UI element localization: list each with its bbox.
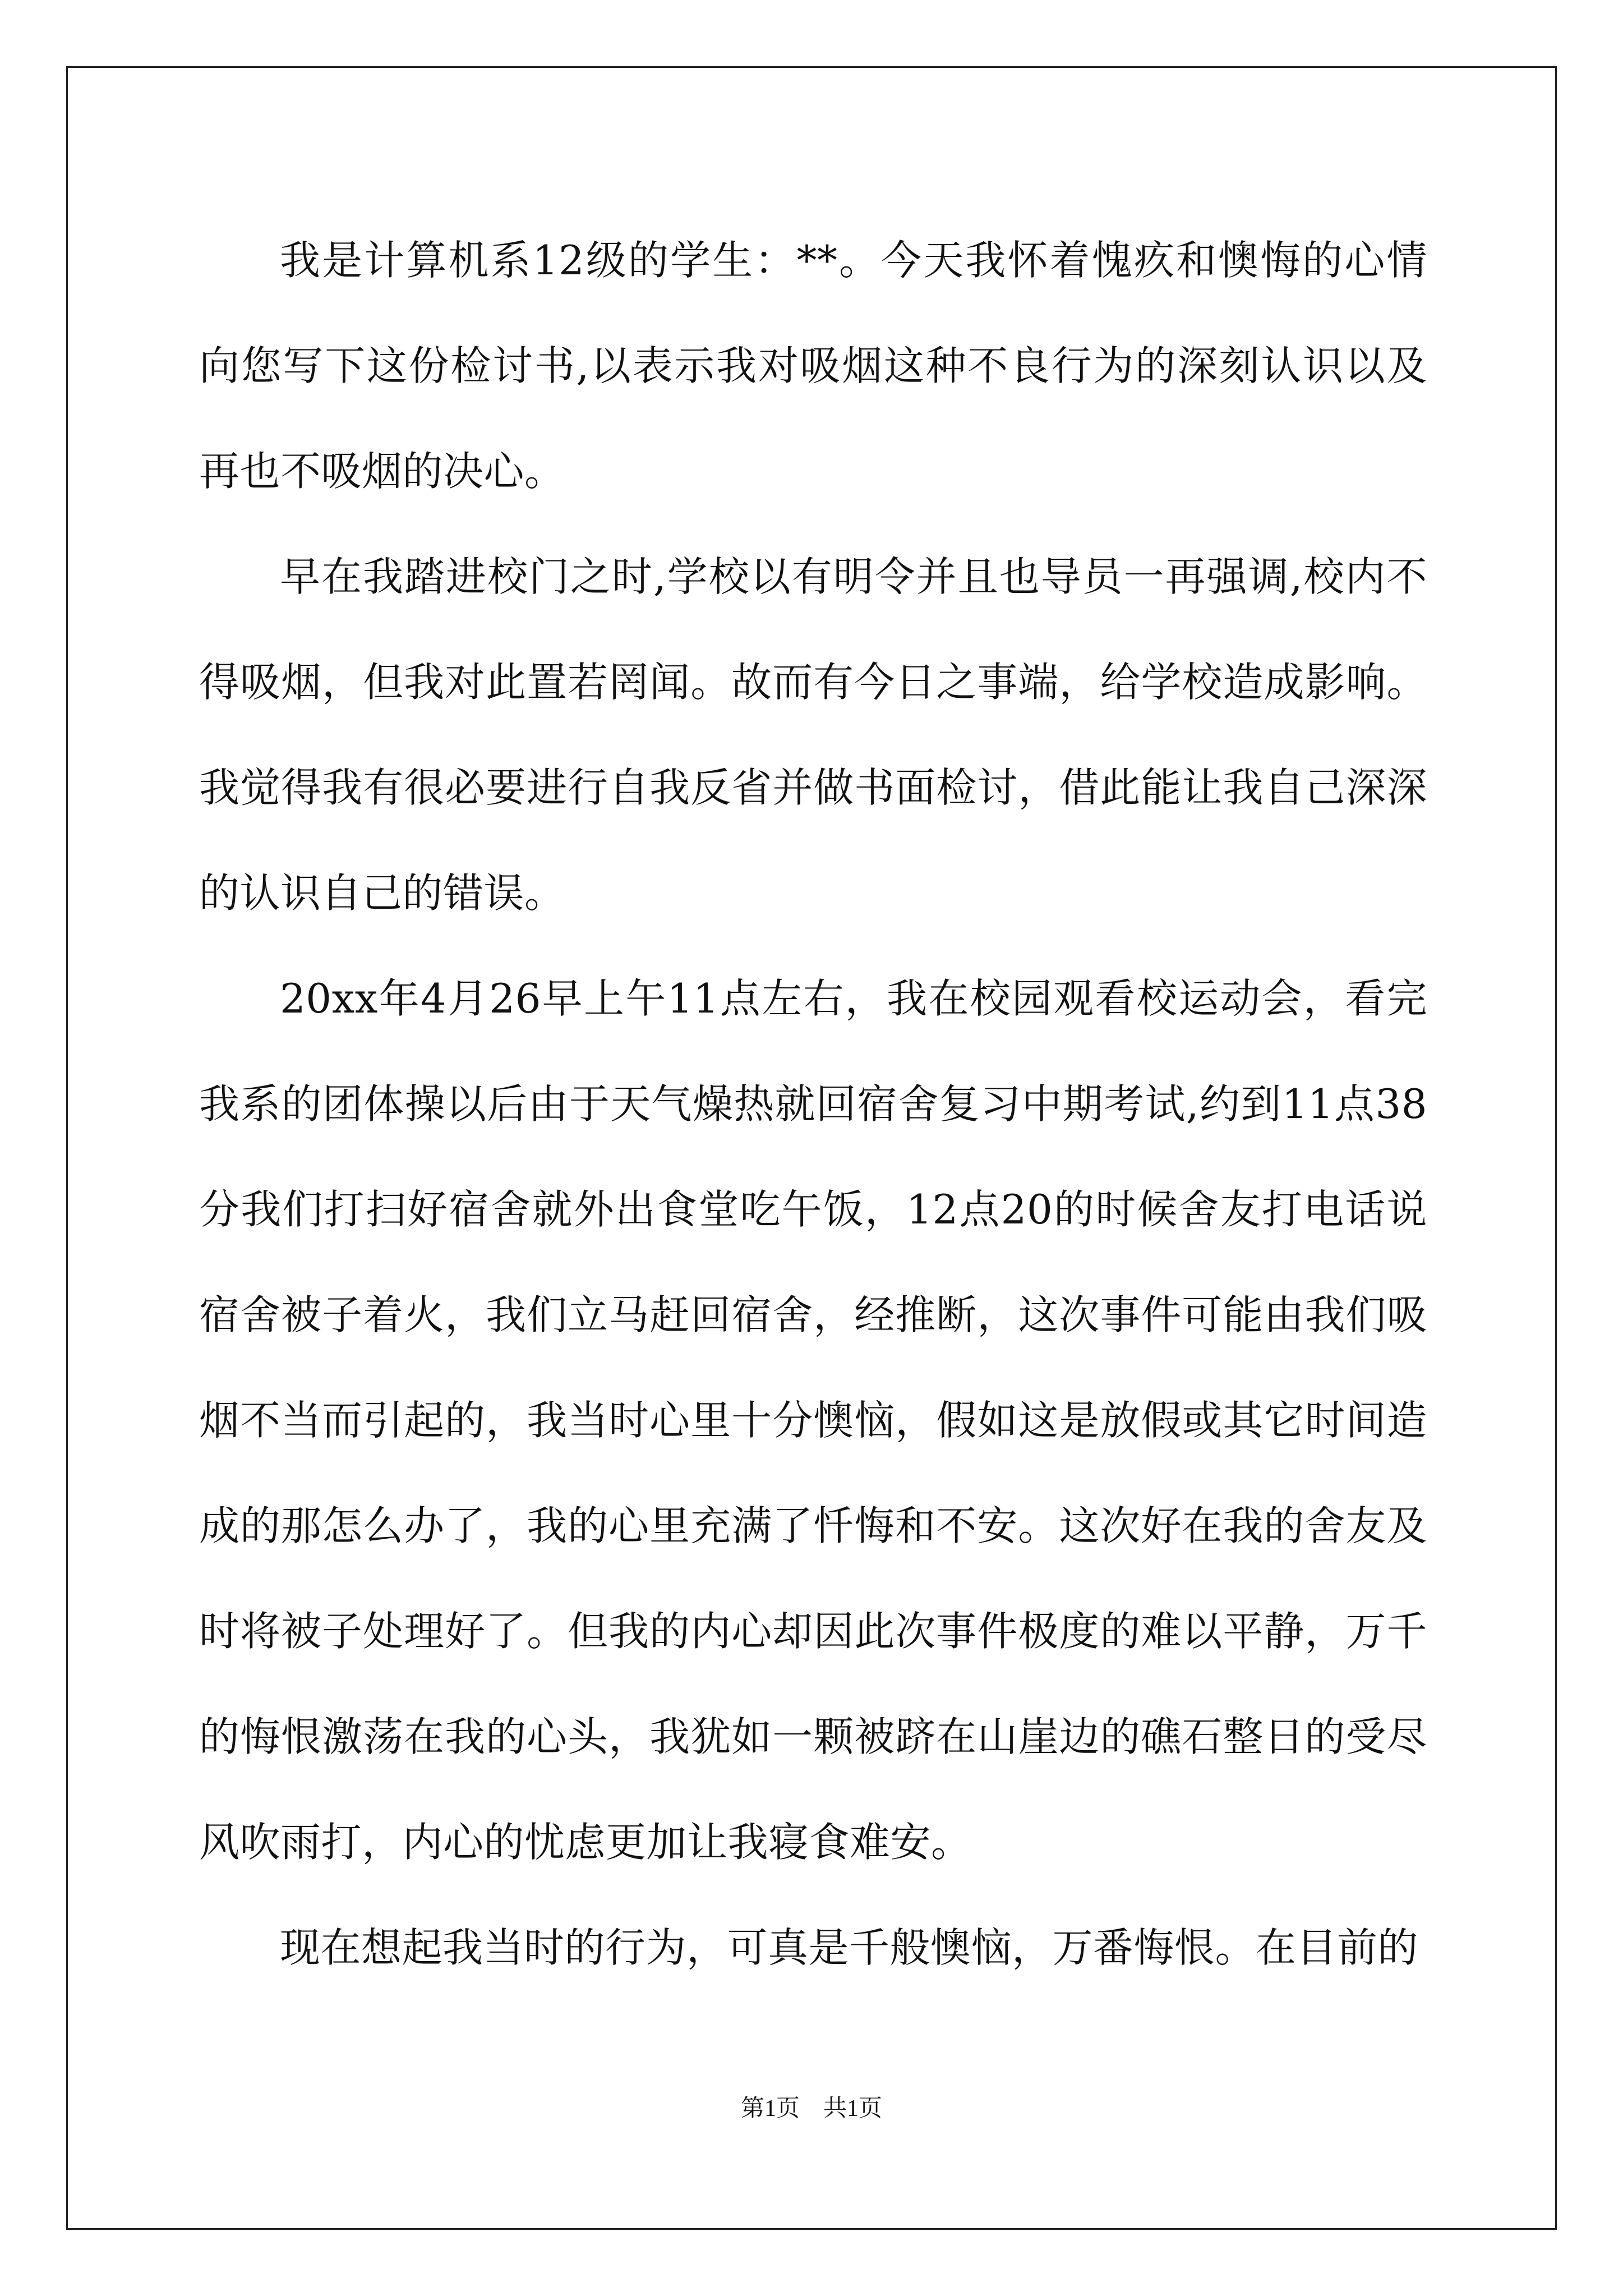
page-footer: [0, 2090, 1623, 2123]
paragraph-4: 现在想起我当时的行为，可真是千般懊恼，万番悔恨。在目前的: [280, 1924, 1419, 1971]
page-number-label: 第1页 共1页: [740, 2096, 882, 2122]
paragraph-3: 20xx年4月26早上午11点左右，我在校园观看校运动会，看完我系的团体操以后由于天气燥热就回宿舍复习中期考试,约到11点38分我们打扫好宿舍就外出食堂吃午饭，12点20的时候舍友打电话说宿舍被子着火，我们立马赶回宿舍，经推断，这次事件可能由我们吸烟不当而引起的，我当时心里十分懊恼，假如这是放假或其它时间造成的那怎么办了，我的心里充满了忏悔和不安。这次好在我的舍友及时将被子处理好了。但我的内心却因此次事件极度的难以平静，万千的悔恨激荡在我的心头，我犹如一颗被跻在山崖边的礁石整日的受尽风吹雨打，内心的忧虑更加让我寝食难安。: [199, 975, 1427, 1866]
paragraph-2: 早在我踏进校门之时,学校以有明令并且也导员一再强调,校内不得吸烟，但我对此置若罔闻。故而有今日之事端，给学校造成影响。我觉得我有很必要进行自我反省并做书面检讨，借此能让我自己深深的认识自己的错误。: [199, 553, 1427, 917]
paragraph-1: 我是计算机系12级的学生：**。今天我怀着愧疚和懊悔的心情向您写下这份检讨书,以表示我对吸烟这种不良行为的深刻认识以及再也不吸烟的决心。: [199, 237, 1427, 495]
document-body: [199, 208, 1427, 2000]
